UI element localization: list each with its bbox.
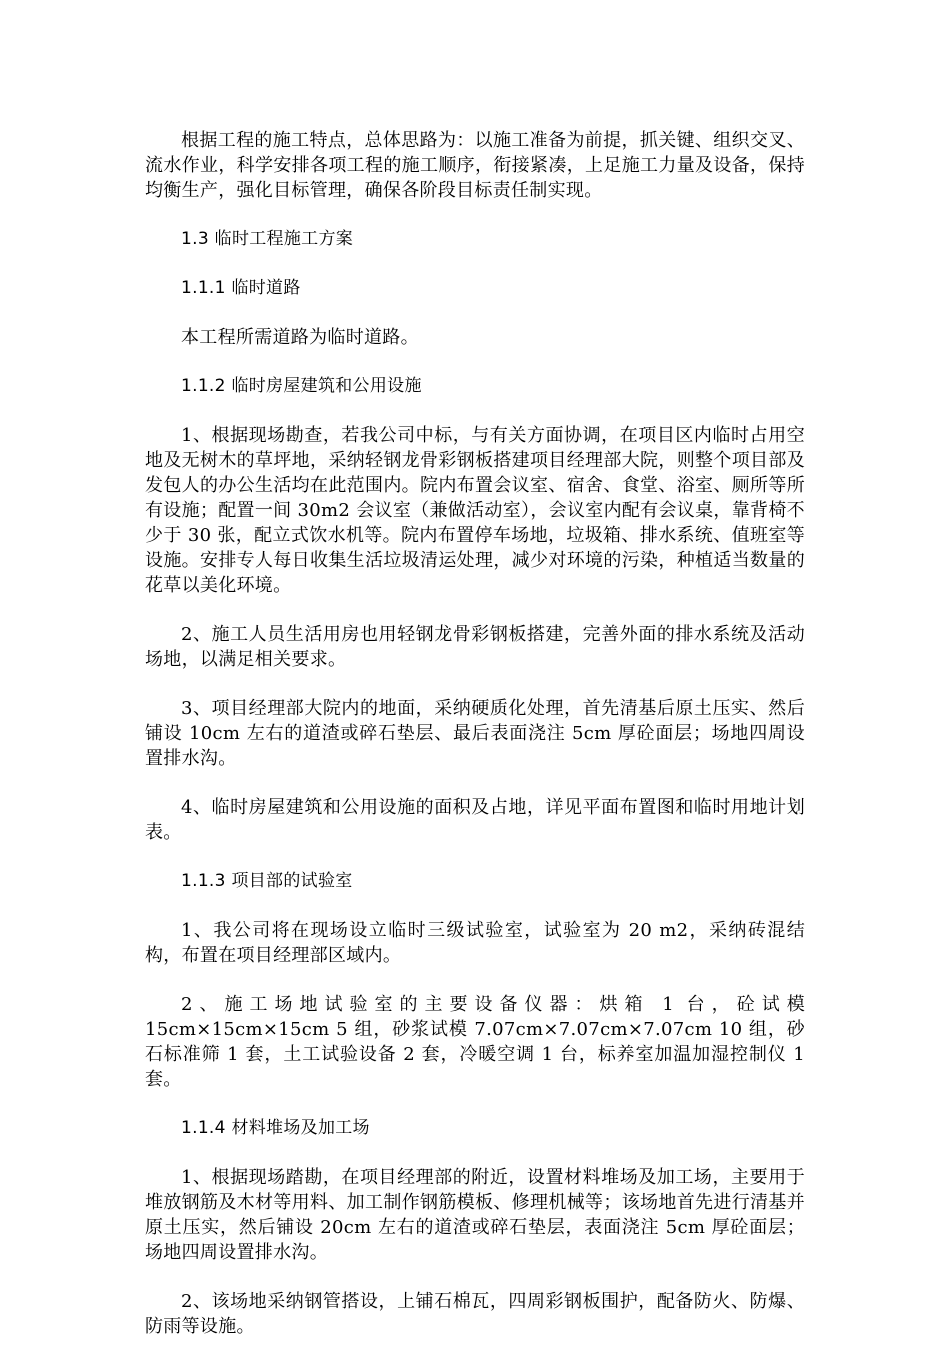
heading-temporary-buildings: 1.1.2 临时房屋建筑和公用设施 — [181, 376, 422, 396]
paragraph-material-yard-1: 1、根据现场踏勘，在项目经理部的附近，设置材料堆场及加工场，主要用于堆放钢筋及木材等用料、加工制作钢筋模板、修理机械等；该场地首先进行清基并原土压实，然后铺设 20cm 左右的道渣或碎石垫层，表面浇注 5cm 厚砼面层；场地四周设置排水沟。 — [145, 1167, 805, 1263]
paragraph-overview: 根据工程的施工特点，总体思路为：以施工准备为前提，抓关键、组织交叉、流水作业，科学安排各项工程的施工顺序，衔接紧凑，上足施工力量及设备，保持均衡生产，强化目标管理，确保各阶段目标责任制实现。 — [145, 130, 805, 201]
paragraph-buildings-1: 1、根据现场勘查，若我公司中标，与有关方面协调，在项目区内临时占用空地及无树木的草坪地，采纳轻钢龙骨彩钢板搭建项目经理部大院，则整个项目部及发包人的办公生活均在此范围内。院内布置会议室、宿舍、食堂、浴室、厕所等所有设施；配置一间 30m2 会议室（兼做活动室），会议室内配有会议桌，靠背椅不少于 30 张，配立式饮水机等。院内布置停车场地，垃圾箱、排水系统、值班室等设施。安排专人每日收集生活垃圾清运处理，减少对环境的污染，种植适当数量的花草以美化环境。 — [145, 425, 805, 596]
paragraph-buildings-2: 2、施工人员生活用房也用轻钢龙骨彩钢板搭建，完善外面的排水系统及活动场地，以满足相关要求。 — [145, 624, 805, 670]
paragraph-laboratory-1: 1、我公司将在现场设立临时三级试验室，试验室为 20 m2，采纳砖混结构，布置在项目经理部区域内。 — [145, 920, 805, 966]
paragraph-laboratory-2: 2、施工场地试验室的主要设备仪器：烘箱 1 台，砼试模 15cm×15cm×15cm 5 组，砂浆试模 7.07cm×7.07cm×7.07cm 10 组，砂石标准筛 1 套，土工试验设备 2 套，冷暖空调 1 台，标养室加温加湿控制仪 1 套。 — [145, 994, 805, 1090]
paragraph-buildings-3: 3、项目经理部大院内的地面，采纳硬质化处理，首先清基后原土压实、然后铺设 10cm 左右的道渣或碎石垫层、最后表面浇注 5cm 厚砼面层；场地四周设置排水沟。 — [145, 698, 805, 769]
heading-laboratory: 1.1.3 项目部的试验室 — [181, 871, 353, 891]
heading-material-yard: 1.1.4 材料堆场及加工场 — [181, 1118, 370, 1138]
document-body — [145, 128, 805, 1363]
heading-temporary-works: 1.3 临时工程施工方案 — [181, 229, 354, 249]
paragraph-material-yard-2: 2、该场地采纳钢管搭设，上铺石棉瓦，四周彩钢板围护，配备防火、防爆、防雨等设施。 — [145, 1291, 805, 1337]
heading-temporary-roads: 1.1.1 临时道路 — [181, 278, 301, 298]
paragraph-roads: 本工程所需道路为临时道路。 — [181, 327, 419, 348]
paragraph-buildings-4: 4、临时房屋建筑和公用设施的面积及占地，详见平面布置图和临时用地计划表。 — [145, 797, 805, 843]
